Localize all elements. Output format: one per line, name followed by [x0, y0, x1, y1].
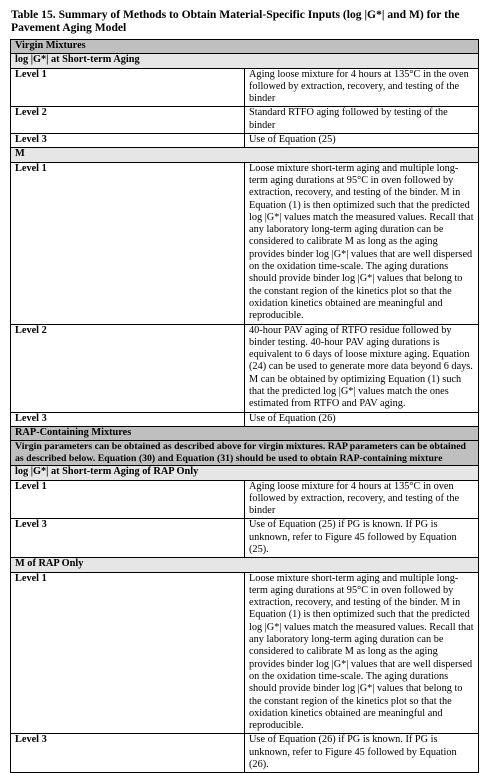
- table-row: [11, 480, 479, 519]
- subsection-header: log |G*| at Short-term Aging: [11, 54, 479, 68]
- method-cell: Aging loose mixture for 4 hours at 135°C in oven followed by extraction, recovery, and testing of the binder: [245, 480, 479, 519]
- level-cell: Level 3: [11, 134, 245, 148]
- table-caption: Table 15. Summary of Methods to Obtain Material-Specific Inputs (log |G*| and M) for the Pavement Aging Model: [11, 8, 460, 34]
- level-cell: Level 1: [11, 162, 245, 324]
- section-header: Virgin Mixtures: [11, 40, 479, 54]
- level-cell: Level 1: [11, 68, 245, 107]
- subsection-header-row: [11, 148, 479, 162]
- section-note-row: [11, 441, 479, 466]
- table-row: [11, 324, 479, 412]
- table-row: [11, 734, 479, 773]
- level-cell: Level 2: [11, 324, 245, 412]
- method-cell: Loose mixture short-term aging and multiple long-term aging durations at 95°C in oven followed by extraction, recovery, and testing of the binder. M in Equation (1) is then optimized such that the predicted log |G*| values match the measured values. Recall that any laboratory long-term aging duration can be considered to calibrate M as long as the aging provides binder log |G*| values that are well dispersed on the oxidation time-scale. The aging durations should provide binder log |G*| values that belong to the constant region of the kinetics plot so that the oxidation kinetics obtained are meaningful and reproducible.: [245, 162, 479, 324]
- table-row: [11, 134, 479, 148]
- table-row: [11, 162, 479, 324]
- method-cell: Use of Equation (25) if PG is known. If PG is unknown, refer to Figure 45 followed by Equation (25).: [245, 519, 479, 558]
- section-note: [11, 441, 479, 466]
- level-cell: Level 1: [11, 572, 245, 734]
- method-cell: Standard RTFO aging followed by testing of the binder: [245, 107, 479, 134]
- level-cell: Level 1: [11, 480, 245, 519]
- section-header-row: [11, 426, 479, 440]
- method-cell: Loose mixture short-term aging and multiple long-term aging durations at 95°C in oven followed by extraction, recovery, and testing of the binder. M in Equation (1) is then optimized such that the predicted log |G*| values match the measured values. Recall that any laboratory long-term aging duration can be considered to calibrate M as long as the aging provides binder log |G*| values that are well dispersed on the oxidation time-scale. The aging durations should provide binder log |G*| values that belong to the constant region of the kinetics plot so that the oxidation kinetics obtained are meaningful and reproducible.: [245, 572, 479, 734]
- table-row: [11, 519, 479, 558]
- method-cell: 40-hour PAV aging of RTFO residue followed by binder testing. 40-hour PAV aging durations is equivalent to 6 days of loose mixture aging. Equation (24) can be used to generate more data beyond 6 days. M can be obtained by optimizing Equation (1) such that the predicted log |G*| values match the ones estimated from RTFO and PAV aging.: [245, 324, 479, 412]
- table-row: [11, 107, 479, 134]
- subsection-header: M: [11, 148, 479, 162]
- subsection-header-row: [11, 466, 479, 480]
- table-row: [11, 68, 479, 107]
- method-cell: Use of Equation (25): [245, 134, 479, 148]
- subsection-header: log |G*| at Short-term Aging of RAP Only: [11, 466, 479, 480]
- method-cell: Aging loose mixture for 4 hours at 135°C in the oven followed by extraction, recovery, and testing of the binder: [245, 68, 479, 107]
- method-cell: Use of Equation (26) if PG is known. If PG is unknown, refer to Figure 45 followed by Equation (26).: [245, 734, 479, 773]
- section-header: RAP-Containing Mixtures: [11, 426, 479, 440]
- table-row: [11, 412, 479, 426]
- subsection-header-row: [11, 54, 479, 68]
- level-cell: Level 3: [11, 519, 245, 558]
- section-note-text: Virgin parameters can be obtained as described above for virgin mixtures. RAP parameters can be obtained as described below. Equation (30) and Equation (31) should be used to obtain RAP-containing mixture: [15, 441, 466, 464]
- level-cell: Level 2: [11, 107, 245, 134]
- method-cell: Use of Equation (26): [245, 412, 479, 426]
- level-cell: Level 3: [11, 412, 245, 426]
- subsection-header: M of RAP Only: [11, 558, 479, 572]
- methods-table: [10, 39, 479, 773]
- table-row: [11, 572, 479, 734]
- level-cell: Level 3: [11, 734, 245, 773]
- subsection-header-row: [11, 558, 479, 572]
- section-header-row: [11, 40, 479, 54]
